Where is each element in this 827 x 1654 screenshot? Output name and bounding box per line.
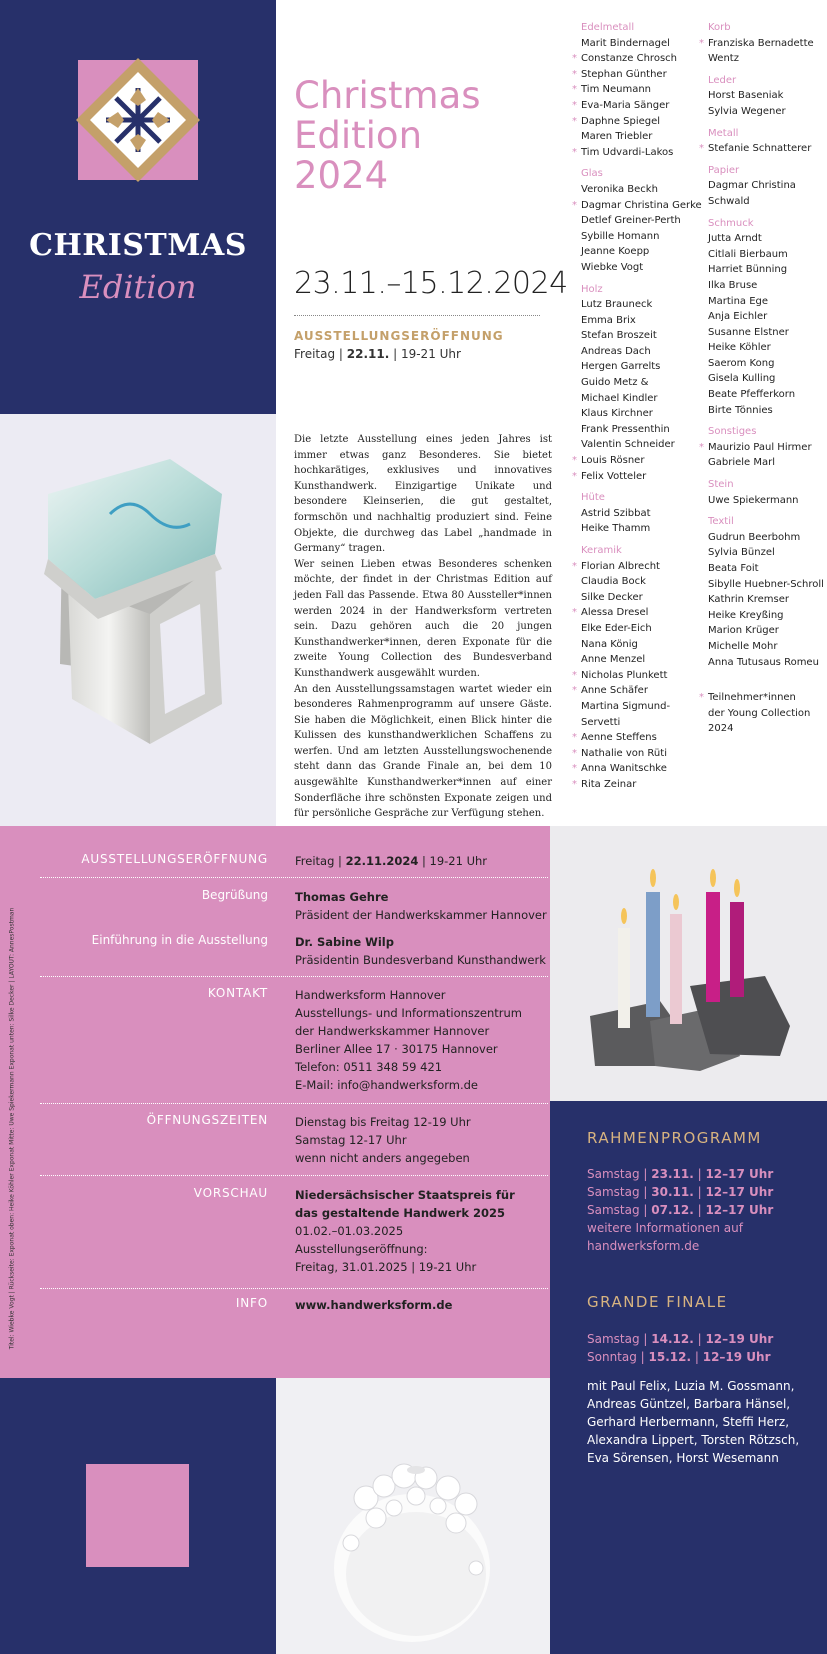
ring-photo [0, 414, 276, 826]
program-time: 12–17 Uhr [705, 1185, 774, 1199]
footnote-line: der Young Collection [708, 707, 811, 719]
participant-name: * Maurizio Paul Hirmer [708, 440, 824, 456]
participant-name: Horst Baseniak [708, 90, 784, 102]
participant-name: Emma Brix [581, 314, 636, 326]
participant-category: Leder [708, 74, 737, 86]
participant-name: Sylvia Bünzel [708, 547, 775, 559]
program-panel [550, 1101, 827, 1654]
intro-paragraph: An den Ausstellungssamstagen wartet wieder ein besonderes Rahmenprogramm auf unsere Gäste. Sie haben die Möglichkeit, einen Blick hinter die Kulissen des kunsthandwerklichen Schaffens zu werfen. Und am letzten Ausstellungswochenende steht dann das Grande Finale an, bei dem 10 ausgewählte Kunsthandwerker*innen auf einer Sonderfläche ihre schönsten Exponate zeigen und für persönliche Gespräche zur Verfügung stehen. [294, 683, 552, 820]
participant-name: Frank Pressenthin [581, 423, 670, 435]
participant-name: Uwe Spiekermann [708, 494, 799, 506]
participant-name: Wiebke Vogt [581, 261, 644, 273]
participant-name: Birte Tönnies [708, 404, 773, 416]
participant-name: Nana König [581, 638, 638, 650]
participant-name: * Louis Rösner [581, 453, 702, 469]
participant-name: * Dagmar Christina Gerke [581, 198, 702, 214]
photo-credits [7, 895, 17, 1365]
info-label: Begrüßung [201, 888, 268, 902]
contact-line: Ausstellungs- und Informationszentrum [295, 1006, 523, 1020]
contact-line: der Handwerkskammer Hannover [295, 1024, 490, 1038]
info-value [295, 986, 555, 1094]
participant-name: Citlali Bierbaum [708, 248, 788, 260]
participant-name: Michael Kindler [581, 392, 658, 404]
participant-name: Anja Eichler [708, 311, 768, 323]
footnote-line: 2024 [708, 723, 734, 735]
program-date: Samstag | 07.12. | 12–17 Uhr [587, 1203, 774, 1217]
info-label: ÖFFNUNGSZEITEN [146, 1113, 268, 1127]
participant-name: Heike Thamm [581, 523, 651, 535]
participant-name: Kathrin Kremser [708, 594, 789, 606]
participant-name: Guido Metz & [581, 377, 649, 389]
finale-day-date: 15.12. [648, 1350, 692, 1364]
info-value [295, 888, 555, 924]
participant-name: Detlef Greiner-Perth [581, 215, 681, 227]
participant-name: Sybille Homann [581, 230, 660, 242]
participant-name: * Rita Zeinar [581, 777, 702, 793]
divider [40, 1175, 548, 1176]
candles-photo [550, 826, 827, 1101]
participant-name: Klaus Kirchner [581, 408, 653, 420]
participant-name: * Nathalie von Rüti [581, 746, 702, 762]
participant-name: Silke Decker [581, 591, 643, 603]
preview-line: Ausstellungseröffnung: [295, 1242, 428, 1256]
participant-name: Servetti [581, 716, 621, 728]
intro-role: Präsidentin Bundesverband Kunsthandwerk [295, 953, 546, 967]
title-line: 2024 [294, 154, 389, 197]
divider [40, 1103, 548, 1104]
participant-name: Anne Menzel [581, 654, 646, 666]
program-date: Samstag | 23.11. | 12–17 Uhr [587, 1167, 774, 1181]
participant-name: Jutta Arndt [708, 233, 762, 245]
participant-name: Beata Foit [708, 563, 759, 574]
program-day-date: 07.12. [651, 1203, 694, 1217]
participant-name: * Daphne Spiegel [581, 114, 702, 130]
participant-name: Gisela Kulling [708, 373, 776, 385]
page-title [294, 76, 564, 196]
participant-name: Saerom Kong [708, 357, 775, 369]
title-line: Christmas [294, 74, 481, 117]
contact-phone[interactable]: Telefon: 0511 348 59 421 [295, 1060, 443, 1074]
participant-name: Sibylle Huebner-Schroll [708, 578, 824, 590]
participant-name: Jeanne Koepp [581, 246, 650, 258]
greeting-name: Thomas Gehre [295, 890, 389, 904]
participant-name: * Tim Neumann [581, 82, 702, 98]
participant-category: Schmuck [708, 217, 754, 229]
info-label: Einführung in die Ausstellung [91, 933, 268, 947]
participant-name: Harriet Bünning [708, 264, 788, 276]
contact-line: Handwerksform Hannover [295, 988, 446, 1002]
participant-name: * Florian Albrecht [581, 559, 702, 575]
divider [40, 976, 548, 977]
participant-category: Stein [708, 479, 734, 491]
hours-line: Samstag 12-17 Uhr [295, 1133, 407, 1147]
finale-heading: GRANDE FINALE [587, 1293, 728, 1311]
participant-name: Claudia Bock [581, 576, 646, 588]
divider [40, 877, 548, 878]
preview-title: das gestaltende Handwerk 2025 [295, 1206, 505, 1220]
participant-name: Anna Tutusaus Romeu [708, 656, 819, 668]
participant-name: Michelle Mohr [708, 640, 778, 652]
participant-category: Edelmetall [581, 22, 635, 33]
participant-category: Metall [708, 127, 739, 139]
participant-name: Heike Köhler [708, 342, 771, 354]
finale-time: 12–19 Uhr [702, 1350, 771, 1364]
young-collection-footnote [708, 690, 824, 737]
info-label: AUSSTELLUNGSERÖFFNUNG [81, 852, 268, 866]
hours-line: Dienstag bis Freitag 12-19 Uhr [295, 1115, 471, 1129]
participant-name: Maren Triebler [581, 131, 653, 143]
opening-day: Freitag | [294, 347, 347, 361]
finale-time: 12–19 Uhr [705, 1332, 774, 1346]
info-label: VORSCHAU [193, 1186, 268, 1200]
opening-hours: | 19-21 Uhr [389, 347, 461, 361]
preview-line: Freitag, 31.01.2025 | 19-21 Uhr [295, 1260, 477, 1274]
program-time: 12–17 Uhr [705, 1167, 774, 1181]
participant-name: * Stefanie Schnatterer [708, 141, 824, 157]
participant-name: Martina Sigmund- [581, 700, 671, 712]
opening-heading: AUSSTELLUNGSERÖFFNUNG [294, 329, 504, 343]
participant-name: Veronika Beckh [581, 183, 658, 195]
participant-name: Beate Pfefferkorn [708, 389, 796, 401]
opening-time [294, 347, 461, 361]
intro-paragraph: Die letzte Ausstellung eines jeden Jahres ist immer etwas ganz Besonderes. Sie bietet hochkarätiges, exklusives und innovatives Kunsthandwerk. Einzigartige Unikate und besondere Kleinserien, die gut gestaltet, formschön und nachhaltig produziert sind. Feine Objekte, die durchweg das Label „handmade in Germany“ tragen. [294, 434, 552, 555]
participant-category: Keramik [581, 545, 622, 556]
participant-name: Astrid Szibbat [581, 507, 651, 519]
program-day: Samstag [587, 1185, 640, 1199]
info-hours: | 19-21 Uhr [418, 854, 488, 868]
participant-name: Andreas Dach [581, 345, 651, 357]
participant-category: Korb [708, 22, 731, 33]
website-link[interactable]: www.handwerksform.de [295, 1298, 453, 1312]
program-day: Samstag [587, 1203, 640, 1217]
info-value [295, 1296, 555, 1314]
intro-paragraph: Wer seinen Lieben etwas Besonderes schenken möchte, der findet in der Christmas Edition auf jeden Fall das Passende. Etwa 80 Aussteller*innen werden 2024 in der Handwerksform vertreten sein. Dazu gehören auch die 20 jungen Kunsthandwerker*innen, deren Exponate für die zweite Young Collection des Bundesverband Kunsthandwerk ausgewählt wurden. [294, 558, 552, 679]
decorative-square [86, 1464, 189, 1567]
intro-name: Dr. Sabine Wilp [295, 935, 394, 949]
credits-text: Titel: Wiebke Vogt | Rückseite: Exponat oben: Heike Köhler Exponat Mitte: Uwe Spiekermann Exponat unten: Silke Decker | LAYOUT: AnnesPostman [8, 907, 16, 1350]
opening-date: 22.11. [346, 347, 390, 361]
participant-name: Marion Krüger [708, 625, 779, 637]
preview-title: Niedersächsischer Staatspreis für [295, 1188, 515, 1202]
exhibition-dates: 23.11.–15.12.2024 [294, 266, 568, 301]
participants-column-1 [581, 20, 702, 793]
snowflake-logo-icon [76, 58, 200, 198]
participant-name: Gabriele Marl [708, 457, 776, 469]
participant-name: Schwald [708, 195, 750, 207]
contact-email[interactable]: E-Mail: info@handwerksform.de [295, 1078, 479, 1092]
greeting-role: Präsident der Handwerkskammer Hannover [295, 908, 547, 922]
participants-column-2 [708, 20, 824, 737]
divider [294, 315, 540, 316]
participant-name: Dagmar Christina [708, 180, 796, 192]
participant-name: * Franziska Bernadette [708, 36, 824, 52]
participant-name: Gudrun Beerbohm [708, 531, 801, 543]
participant-name: Marit Bindernagel [581, 37, 670, 49]
preview-line: 01.02.–01.03.2025 [295, 1224, 404, 1238]
info-value [295, 933, 555, 969]
participant-category: Holz [581, 283, 603, 295]
program-day: Samstag [587, 1167, 640, 1181]
participant-category: Glas [581, 168, 603, 180]
participant-category: Papier [708, 164, 740, 176]
vase-photo [276, 1378, 550, 1654]
logo-panel [0, 0, 276, 414]
title-line: Edition [294, 114, 423, 157]
participant-name: * Anne Schäfer [581, 683, 702, 699]
participant-name: * Tim Udvardi-Lakos [581, 145, 702, 161]
participant-name: * Felix Votteler [581, 469, 702, 485]
info-date: 22.11.2024 [345, 854, 419, 868]
info-label: KONTAKT [207, 986, 268, 1000]
finale-date: Sonntag | 15.12. | 12–19 Uhr [587, 1350, 771, 1364]
participant-name: Susanne Elstner [708, 326, 789, 338]
program-heading: RAHMENPROGRAMM [587, 1129, 762, 1147]
participant-name: * Nicholas Plunkett [581, 668, 702, 684]
participant-name: Martina Ege [708, 295, 769, 307]
info-value [295, 852, 555, 870]
participant-name: * Constanze Chrosch [581, 51, 702, 67]
contact-line: Berliner Allee 17 · 30175 Hannover [295, 1042, 498, 1056]
participant-name: Sylvia Wegener [708, 105, 786, 117]
participant-name: Wentz [708, 53, 739, 65]
program-day-date: 30.11. [651, 1185, 694, 1199]
info-day: Freitag | [295, 854, 346, 868]
participant-name: Heike Kreyßing [708, 609, 784, 621]
program-time: 12–17 Uhr [705, 1203, 774, 1217]
participant-name: * Alessa Dresel [581, 605, 702, 621]
participant-name: Hergen Garrelts [581, 361, 661, 373]
program-date: Samstag | 30.11. | 12–17 Uhr [587, 1185, 774, 1199]
participant-category: Textil [708, 516, 734, 528]
intro-text [294, 432, 552, 822]
participant-category: Sonstiges [708, 426, 757, 438]
logo-word-christmas: CHRISTMAS [29, 228, 247, 263]
participant-name: Valentin Schneider [581, 439, 675, 451]
participant-name: Elke Eder-Eich [581, 622, 652, 634]
finale-day-date: 14.12. [651, 1332, 694, 1346]
finale-artists: mit Paul Felix, Luzia M. Gossmann, Andreas Güntzel, Barbara Hänsel, Gerhard Herbermann, Steffi Herz, Alexandra Lippert, Torsten Rötzsch, Eva Sörensen, Horst Wesemann [587, 1379, 800, 1465]
info-value [295, 1113, 555, 1167]
participant-name: * Eva-Maria Sänger [581, 98, 702, 114]
finale-date: Samstag | 14.12. | 12–19 Uhr [587, 1332, 774, 1346]
hours-line: wenn nicht anders angegeben [295, 1151, 470, 1165]
participant-name: Ilka Bruse [708, 279, 758, 291]
participant-name: * Stephan Günther [581, 67, 702, 83]
info-label: INFO [235, 1296, 268, 1310]
participant-name: * Aenne Steffens [581, 730, 702, 746]
participant-name: Stefan Broszeit [581, 330, 657, 342]
divider [40, 1288, 548, 1289]
program-website-link[interactable]: handwerksform.de [587, 1239, 700, 1253]
participant-name: * Anna Wanitschke [581, 761, 702, 777]
program-more: weitere Informationen auf [587, 1221, 743, 1235]
participant-category: Hüte [581, 492, 605, 504]
finale-day: Samstag [587, 1332, 640, 1346]
footnote-line: * Teilnehmer*innen [708, 690, 824, 706]
info-value [295, 1186, 555, 1276]
participant-name: Lutz Brauneck [581, 299, 653, 311]
finale-day: Sonntag [587, 1350, 637, 1364]
logo-word-edition: Edition [79, 268, 197, 306]
program-day-date: 23.11. [651, 1167, 694, 1181]
